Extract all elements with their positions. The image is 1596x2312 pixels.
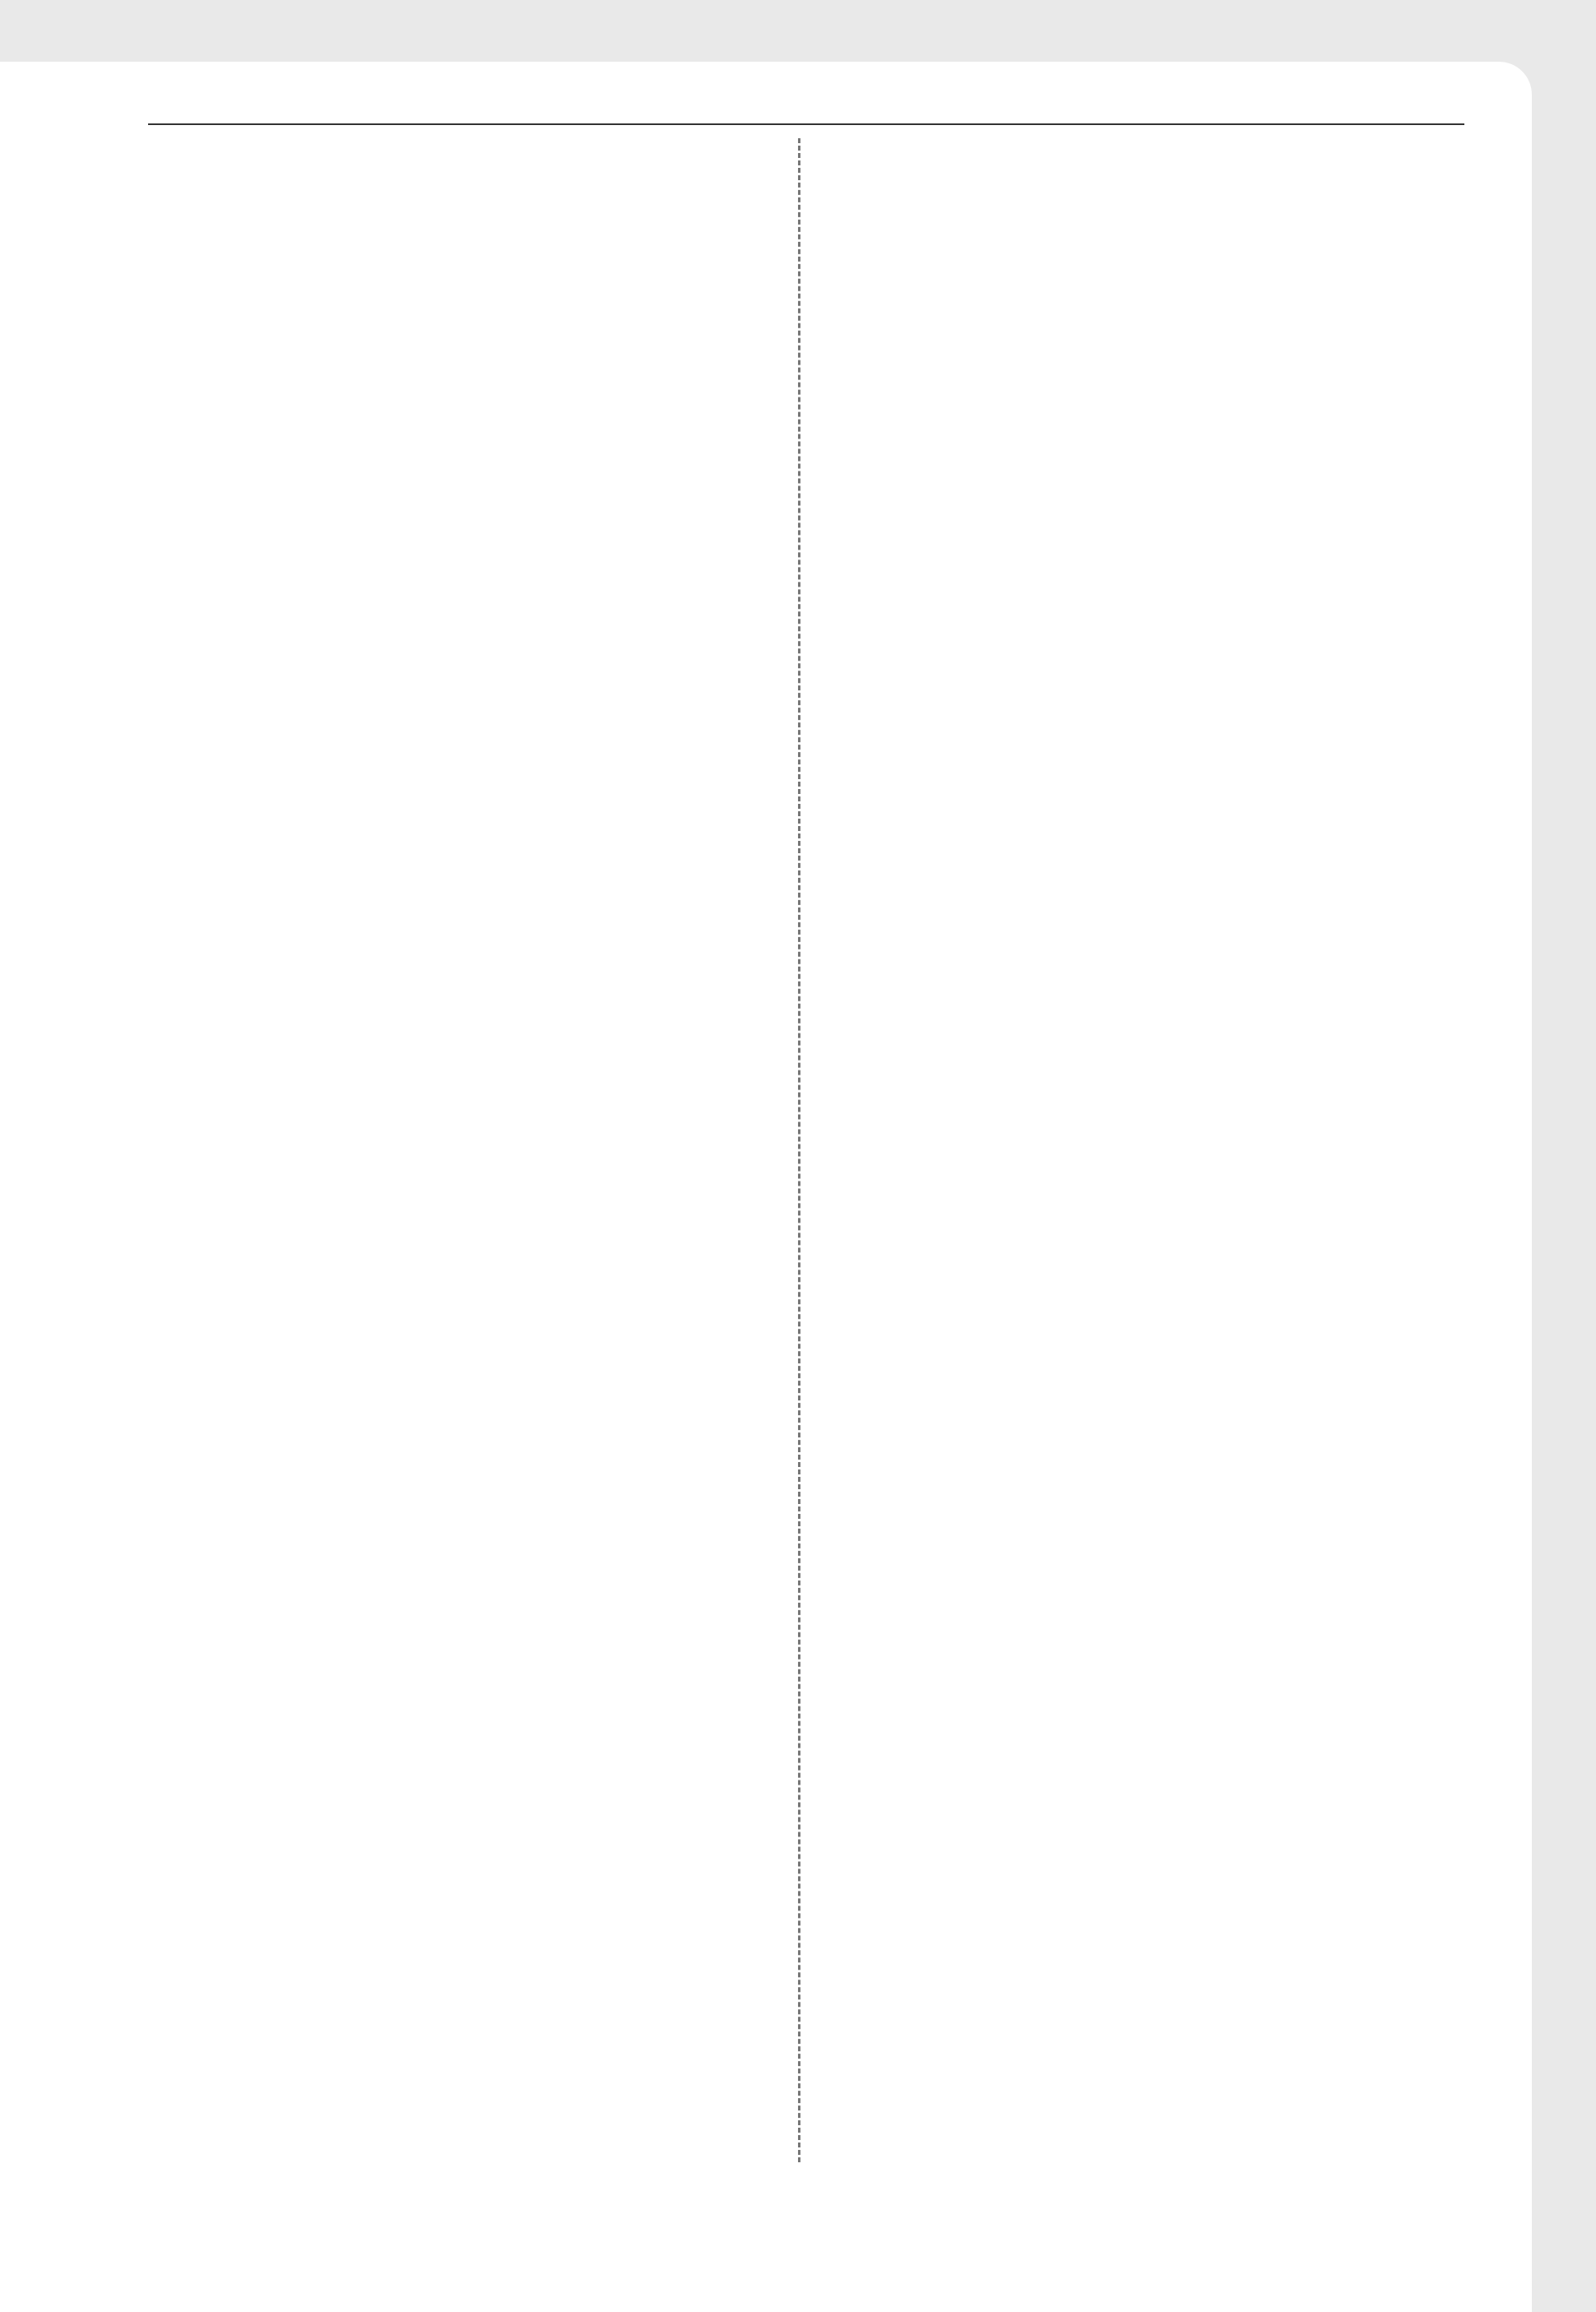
column-divider — [798, 138, 800, 2162]
header-rule — [148, 123, 1464, 125]
page — [0, 62, 1532, 2312]
